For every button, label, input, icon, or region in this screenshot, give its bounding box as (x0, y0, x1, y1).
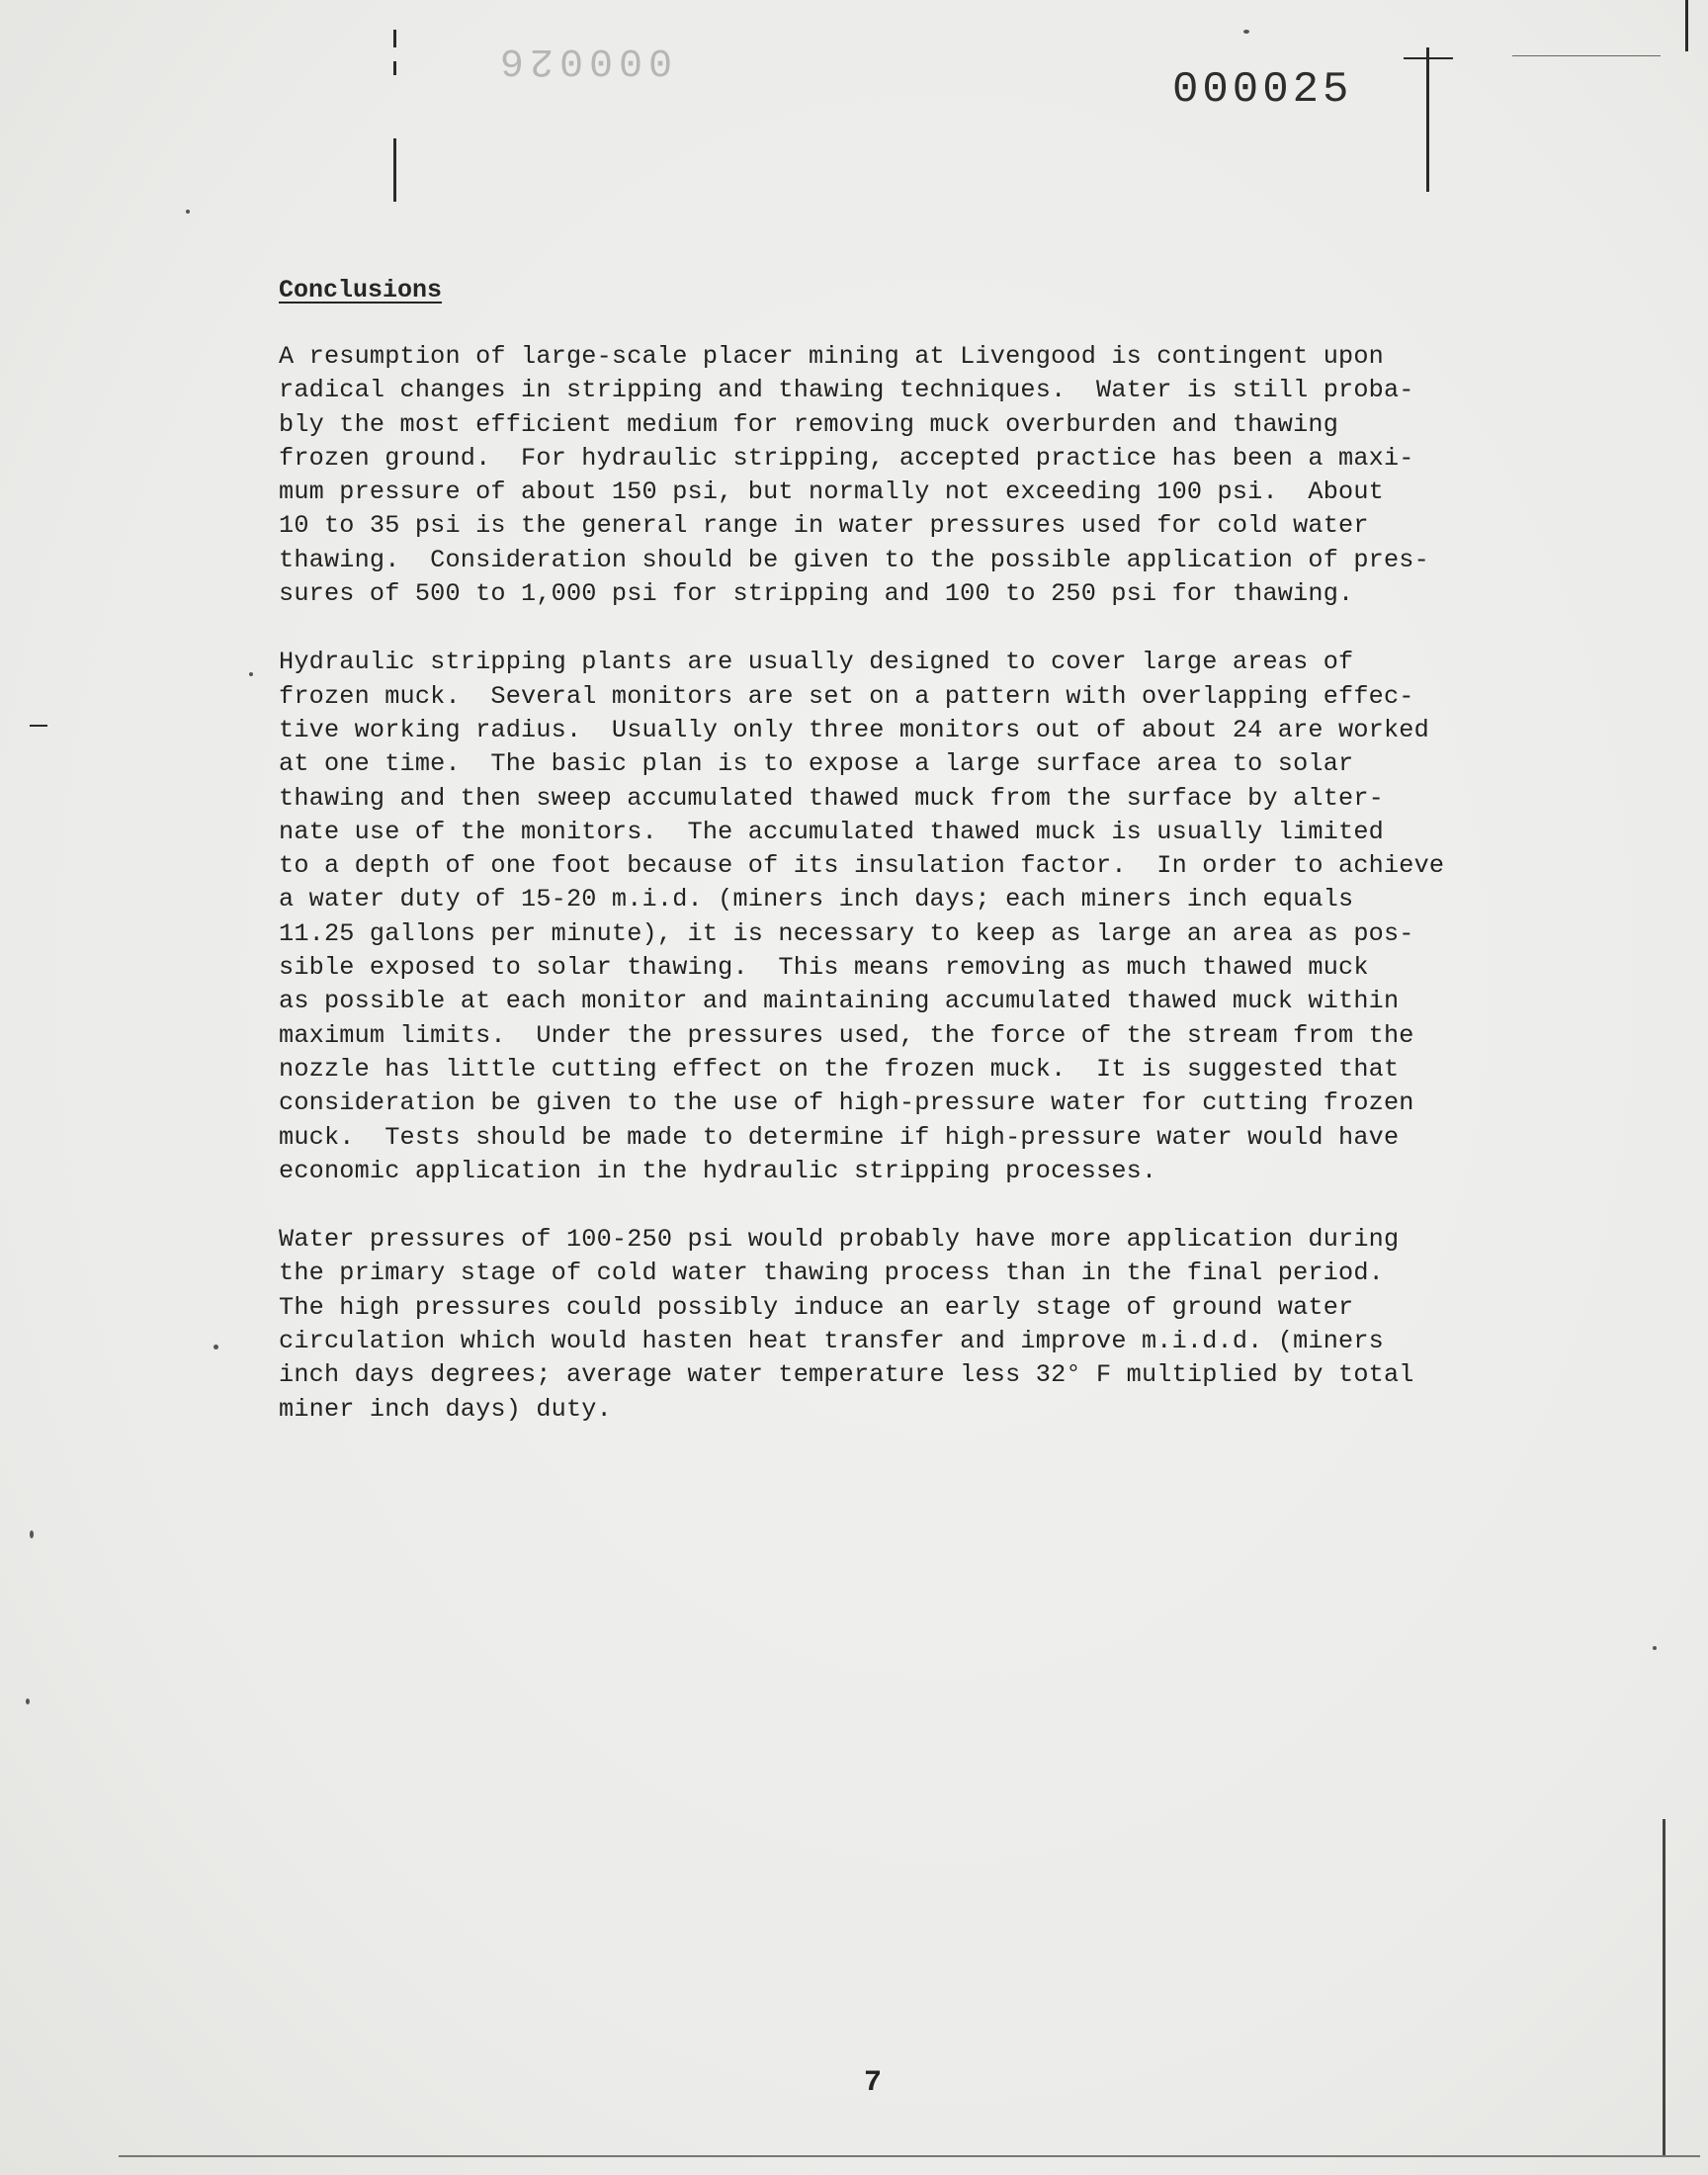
speck (1243, 30, 1249, 34)
scan-mark-bottom-edge (119, 2155, 1700, 2157)
text-line: thawing. Consideration should be given to the possible application of pres- (279, 545, 1429, 574)
text-line: economic application in the hydraulic stripping processes. (279, 1156, 1157, 1185)
scan-mark-top-dash (1512, 55, 1661, 56)
text-line: Hydraulic stripping plants are usually designed to cover large areas of (279, 648, 1354, 677)
scan-mark-right-bar (1426, 47, 1429, 192)
text-line: circulation which would hasten heat transfer and improve m.i.d.d. (miners (279, 1327, 1384, 1356)
text-line: the primary stage of cold water thawing process than in the final period. (279, 1259, 1384, 1288)
text-line: to a depth of one foot because of its insulation factor. In order to achieve (279, 851, 1445, 881)
text-line: thawing and then sweep accumulated thawed muck from the surface by alter- (279, 783, 1384, 813)
archive-stamp-faint: 000026 (494, 38, 673, 82)
text-line: frozen muck. Several monitors are set on a pattern with overlapping effec- (279, 681, 1414, 711)
text-line: 10 to 35 psi is the general range in water pressures used for cold water (279, 511, 1369, 541)
text-line: maximum limits. Under the pressures used, the force of the stream from the (279, 1020, 1414, 1050)
scan-mark-left-top (393, 30, 396, 47)
text-line: The high pressures could possibly induce an early stage of ground water (279, 1292, 1354, 1322)
scan-mark-right-cross (1404, 57, 1453, 59)
text-line: sures of 500 to 1,000 psi for stripping and 100 to 250 psi for thawing. (279, 579, 1354, 609)
speck (30, 1530, 34, 1538)
text-line: Water pressures of 100-250 psi would probably have more application during (279, 1225, 1400, 1255)
text-line: at one time. The basic plan is to expose a large surface area to solar (279, 749, 1354, 779)
text-line: nozzle has little cutting effect on the frozen muck. It is suggested that (279, 1054, 1400, 1084)
text-line: miner inch days) duty. (279, 1394, 612, 1424)
text-line: consideration be given to the use of high-pressure water for cutting frozen (279, 1088, 1414, 1118)
text-line: frozen ground. For hydraulic stripping, accepted practice has been a maxi- (279, 443, 1414, 473)
speck (26, 1698, 30, 1704)
scan-mark-top-edge (1685, 0, 1688, 51)
text-line: inch days degrees; average water temperature less 32° F multiplied by total (279, 1360, 1414, 1390)
text-line: a water duty of 15-20 m.i.d. (miners inch days; each miners inch equals (279, 885, 1354, 914)
scan-mark-left-dash (30, 725, 47, 727)
paragraph (279, 646, 1583, 1188)
section-heading: Conclusions (279, 276, 443, 304)
archive-stamp-number: 000025 (1172, 65, 1353, 115)
text-line: bly the most efficient medium for removing muck overburden and thawing (279, 409, 1339, 439)
scan-mark-left-bar (393, 138, 396, 202)
text-line: tive working radius. Usually only three monitors out of about 24 are worked (279, 715, 1429, 744)
paragraph (279, 340, 1583, 611)
speck (214, 1345, 218, 1349)
text-line: radical changes in stripping and thawing techniques. Water is still proba- (279, 376, 1414, 405)
text-line: sible exposed to solar thawing. This means removing as much thawed muck (279, 953, 1369, 983)
paragraph (279, 1223, 1583, 1427)
text-line: mum pressure of about 150 psi, but normally not exceeding 100 psi. About (279, 478, 1384, 507)
scan-mark-right-edge (1663, 1819, 1665, 2155)
document-body (279, 340, 1583, 1461)
speck (186, 210, 190, 214)
text-line: as possible at each monitor and maintaining accumulated thawed muck within (279, 987, 1400, 1016)
text-line: nate use of the monitors. The accumulated thawed muck is usually limited (279, 817, 1384, 846)
text-line: muck. Tests should be made to determine if high-pressure water would have (279, 1122, 1400, 1152)
speck (1653, 1646, 1657, 1650)
text-line: A resumption of large-scale placer mining at Livengood is contingent upon (279, 342, 1384, 371)
scan-mark-left-tick (393, 61, 396, 75)
page-number: 7 (864, 2066, 883, 2100)
text-line: 11.25 gallons per minute), it is necessary to keep as large an area as pos- (279, 918, 1414, 948)
speck (249, 672, 253, 676)
